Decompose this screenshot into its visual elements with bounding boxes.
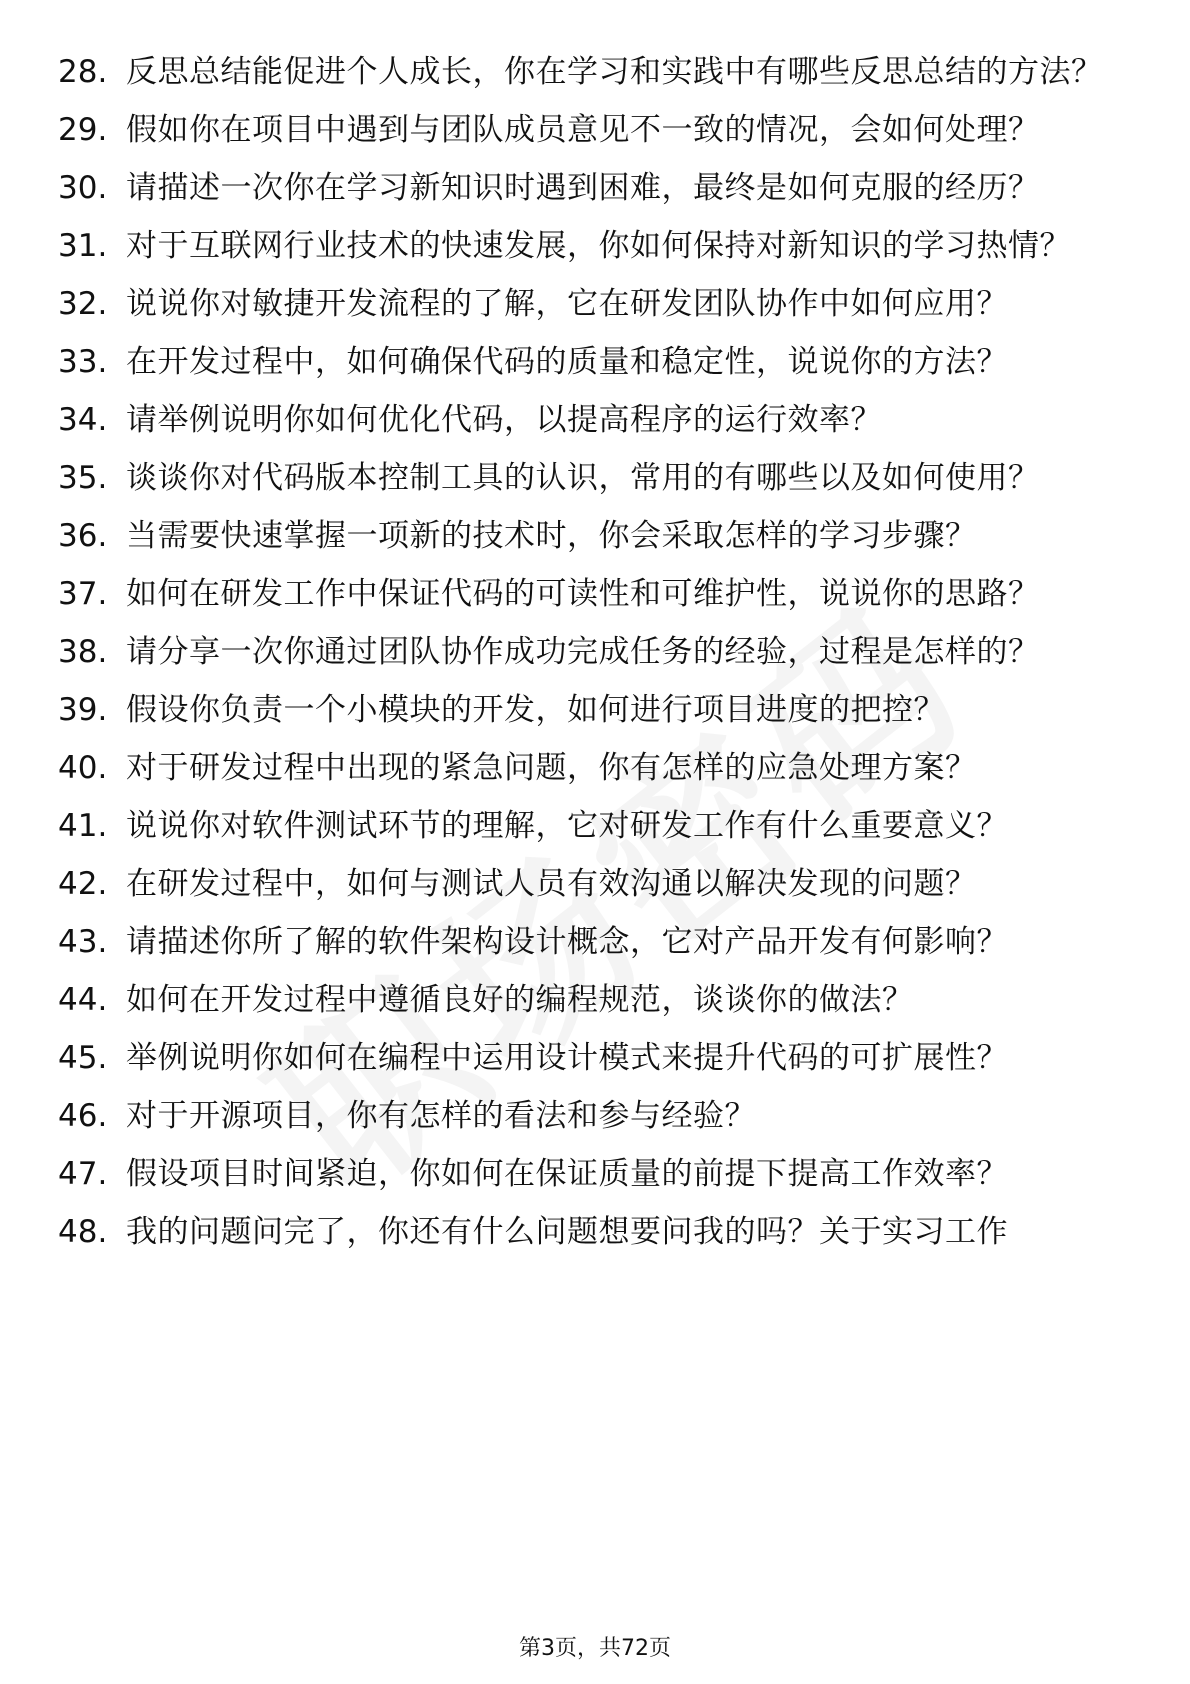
question-text: 假设你负责一个小模块的开发，如何进行项目进度的把控？ xyxy=(126,692,945,728)
question-text: 对于研发过程中出现的紧急问题，你有怎样的应急处理方案？ xyxy=(126,750,977,786)
question-text: 假设项目时间紧迫，你如何在保证质量的前提下提高工作效率？ xyxy=(126,1156,1008,1192)
question-item xyxy=(58,168,1118,209)
question-text: 如何在开发过程中遵循良好的编程规范，谈谈你的做法？ xyxy=(126,982,914,1018)
question-number: 28. xyxy=(58,54,108,90)
question-text: 在研发过程中，如何与测试人员有效沟通以解决发现的问题？ xyxy=(126,866,977,902)
question-text: 请描述一次你在学习新知识时遇到困难，最终是如何克服的经历？ xyxy=(126,170,1040,206)
question-text: 对于互联网行业技术的快速发展，你如何保持对新知识的学习热情？ xyxy=(126,228,1071,264)
question-item xyxy=(58,516,1118,557)
page-footer: 第3页，共72页 xyxy=(519,1636,671,1661)
question-item xyxy=(58,980,1118,1021)
question-item xyxy=(58,284,1118,325)
question-number: 48. xyxy=(58,1214,108,1250)
question-number: 42. xyxy=(58,866,108,902)
question-item xyxy=(58,1154,1118,1195)
question-text: 我的问题问完了，你还有什么问题想要问我的吗？关于实习工作 xyxy=(126,1214,1008,1250)
question-number: 44. xyxy=(58,982,108,1018)
question-item xyxy=(58,110,1118,151)
question-text: 假如你在项目中遇到与团队成员意见不一致的情况，会如何处理？ xyxy=(126,112,1040,148)
question-number: 39. xyxy=(58,692,108,728)
question-item xyxy=(58,632,1118,673)
question-number: 46. xyxy=(58,1098,108,1134)
question-text: 举例说明你如何在编程中运用设计模式来提升代码的可扩展性？ xyxy=(126,1040,1008,1076)
question-item xyxy=(58,922,1118,963)
question-text: 如何在研发工作中保证代码的可读性和可维护性，说说你的思路？ xyxy=(126,576,1040,612)
question-text: 谈谈你对代码版本控制工具的认识，常用的有哪些以及如何使用？ xyxy=(126,460,1040,496)
question-list xyxy=(58,52,1118,1270)
question-text: 在开发过程中，如何确保代码的质量和稳定性，说说你的方法？ xyxy=(126,344,1008,380)
question-number: 45. xyxy=(58,1040,108,1076)
question-text: 对于开源项目，你有怎样的看法和参与经验？ xyxy=(126,1098,756,1134)
question-item xyxy=(58,1212,1118,1253)
question-number: 41. xyxy=(58,808,108,844)
question-item xyxy=(58,342,1118,383)
question-item xyxy=(58,1096,1118,1137)
question-number: 36. xyxy=(58,518,108,554)
question-item xyxy=(58,574,1118,615)
question-text: 请举例说明你如何优化代码，以提高程序的运行效率？ xyxy=(126,402,882,438)
question-number: 47. xyxy=(58,1156,108,1192)
question-item xyxy=(58,52,1118,93)
question-item xyxy=(58,864,1118,905)
question-number: 30. xyxy=(58,170,108,206)
question-number: 37. xyxy=(58,576,108,612)
question-text: 说说你对敏捷开发流程的了解，它在研发团队协作中如何应用？ xyxy=(126,286,1008,322)
question-number: 34. xyxy=(58,402,108,438)
question-number: 31. xyxy=(58,228,108,264)
question-number: 40. xyxy=(58,750,108,786)
question-item xyxy=(58,1038,1118,1079)
question-number: 35. xyxy=(58,460,108,496)
question-item xyxy=(58,400,1118,441)
question-text: 当需要快速掌握一项新的技术时，你会采取怎样的学习步骤？ xyxy=(126,518,977,554)
question-text: 说说你对软件测试环节的理解，它对研发工作有什么重要意义？ xyxy=(126,808,1008,844)
question-number: 43. xyxy=(58,924,108,960)
question-text: 请分享一次你通过团队协作成功完成任务的经验，过程是怎样的？ xyxy=(126,634,1040,670)
question-item xyxy=(58,806,1118,847)
question-number: 32. xyxy=(58,286,108,322)
question-number: 38. xyxy=(58,634,108,670)
question-item xyxy=(58,690,1118,731)
question-item xyxy=(58,458,1118,499)
question-number: 29. xyxy=(58,112,108,148)
question-item xyxy=(58,748,1118,789)
question-item xyxy=(58,226,1118,267)
question-text: 反思总结能促进个人成长，你在学习和实践中有哪些反思总结的方法？ xyxy=(126,54,1103,90)
question-text: 请描述你所了解的软件架构设计概念，它对产品开发有何影响？ xyxy=(126,924,1008,960)
question-number: 33. xyxy=(58,344,108,380)
